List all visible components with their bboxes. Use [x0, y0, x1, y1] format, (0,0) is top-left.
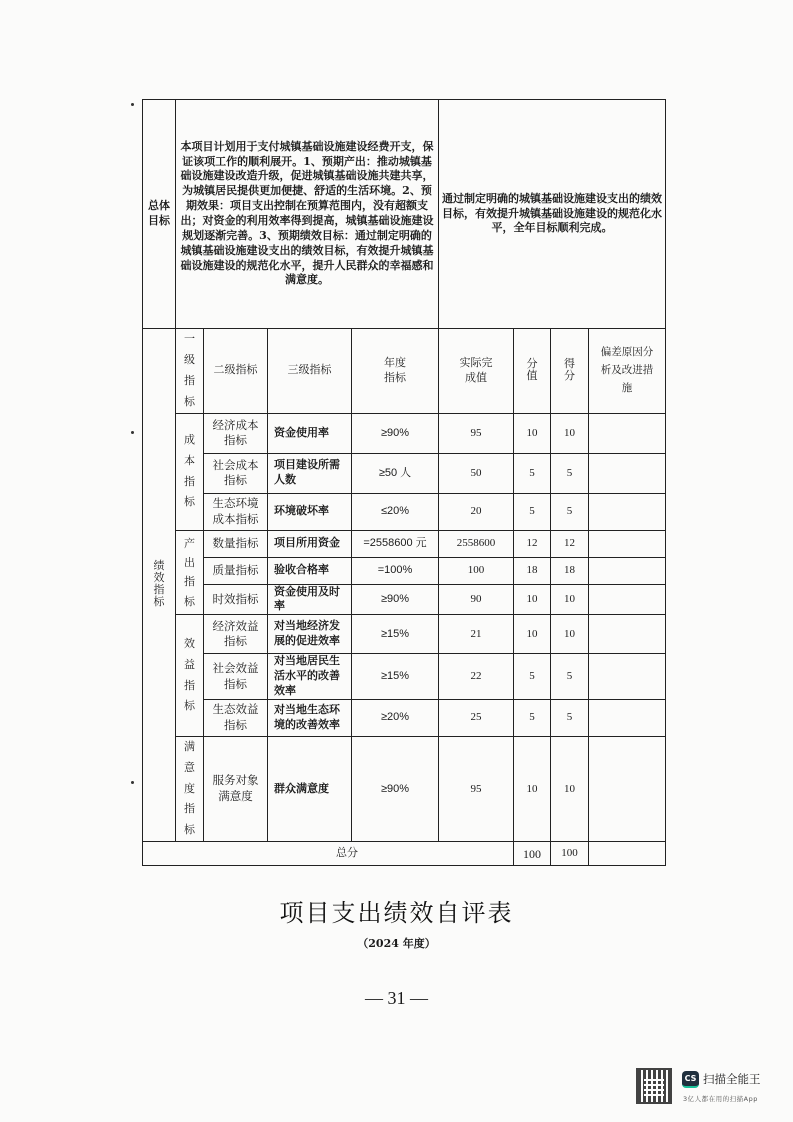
level2-indicator	[204, 557, 268, 584]
header-score	[551, 329, 589, 414]
level2-indicator	[204, 736, 268, 841]
annual-target: ≥90%	[352, 584, 439, 615]
annual-target: ≥20%	[352, 699, 439, 736]
header-deviation	[589, 329, 666, 414]
level3-indicator	[268, 493, 352, 530]
indicator-row	[143, 736, 666, 841]
weight-value: 5	[514, 699, 551, 736]
indicator-row	[143, 699, 666, 736]
indicator-row	[143, 493, 666, 530]
header-actual	[439, 329, 514, 414]
level3-indicator	[268, 699, 352, 736]
actual-value: 2558600	[439, 530, 514, 557]
deviation-analysis	[589, 615, 666, 654]
annual-target: ≥50 人	[352, 453, 439, 493]
weight-value: 5	[514, 654, 551, 700]
level2-indicator-text: 生态效益指标	[212, 702, 259, 732]
annual-target: =100%	[352, 557, 439, 584]
deviation-analysis	[589, 413, 666, 453]
level2-indicator	[204, 413, 268, 453]
level2-indicator-text: 数量指标	[212, 535, 259, 550]
deviation-analysis	[589, 736, 666, 841]
weight-value: 12	[514, 530, 551, 557]
score-value: 12	[551, 530, 589, 557]
level3-indicator-text: 项目建设所需人数	[274, 458, 340, 487]
deviation-analysis	[589, 654, 666, 700]
indicator-row	[143, 453, 666, 493]
indicator-row	[143, 413, 666, 453]
qr-code-icon	[636, 1068, 672, 1104]
level3-indicator	[268, 557, 352, 584]
indicator-row	[143, 557, 666, 584]
level2-indicator-text: 时效指标	[212, 591, 259, 606]
deviation-analysis	[589, 584, 666, 615]
level2-indicator	[204, 453, 268, 493]
header-actual-text: 实际完成值	[459, 355, 493, 384]
level2-indicator-text: 社会成本指标	[212, 457, 259, 488]
margin-mark	[131, 431, 134, 434]
score-value: 10	[551, 413, 589, 453]
actual-value: 25	[439, 699, 514, 736]
goal-planned-text: 本项目计划用于支付城镇基础设施建设经费开支，保证该项工作的顺利展开。1、预期产出：推动城镇基础设施建设改造升级，促进城镇基础设施共建共享，为城镇居民提供更加便捷、舒适的生活环境。2、预期效果：项目支出控制在预算范围内，没有超额支出；对资金的利用效率得到提高，城镇基础设施建设规划逐渐完善。3、预期绩效目标：通过制定明确的城镇基础设施建设支出的绩效目标，有效提升城镇基础设施建设的规范化水平，提升人民群众的幸福感和满意度。	[176, 100, 439, 329]
indicator-row	[143, 584, 666, 615]
indicator-row	[143, 654, 666, 700]
performance-label-text: 绩效指标	[153, 559, 165, 609]
weight-value: 10	[514, 736, 551, 841]
score-value: 5	[551, 453, 589, 493]
total-score: 100	[551, 842, 589, 866]
actual-value: 21	[439, 615, 514, 654]
actual-value: 100	[439, 557, 514, 584]
indicator-row	[143, 530, 666, 557]
header-score-text: 得分	[564, 356, 576, 382]
scanner-watermark	[632, 1068, 787, 1110]
header-level1-text: 一级指标	[184, 332, 195, 408]
level2-indicator-text: 服务对象满意度	[212, 773, 259, 803]
annual-target: ≥90%	[352, 413, 439, 453]
header-annual-text: 年度指标	[384, 355, 406, 384]
header-deviation-text: 偏差原因分析及改进措施	[600, 346, 654, 394]
weight-value: 18	[514, 557, 551, 584]
level2-indicator	[204, 654, 268, 700]
level3-indicator	[268, 584, 352, 615]
level2-indicator-text: 经济成本指标	[212, 417, 259, 448]
weight-value: 10	[514, 413, 551, 453]
level3-indicator-text: 项目所用资金	[274, 536, 340, 550]
level3-indicator-text: 资金使用率	[274, 425, 329, 439]
goal-achieved-text: 通过制定明确的城镇基础设施建设支出的绩效目标，有效提升城镇基础设施建设的规范化水平，全年目标顺利完成。	[439, 100, 666, 329]
level1-indicator-text: 满意度指标	[184, 739, 195, 837]
level2-indicator	[204, 584, 268, 615]
level3-indicator	[268, 654, 352, 700]
annual-target: ≥15%	[352, 654, 439, 700]
camscanner-logo-icon: CS	[682, 1071, 699, 1088]
total-weight: 100	[514, 842, 551, 866]
actual-value: 20	[439, 493, 514, 530]
document-year: （2024 年度）	[357, 937, 436, 950]
weight-value: 10	[514, 584, 551, 615]
header-weight	[514, 329, 551, 414]
level2-indicator	[204, 699, 268, 736]
margin-mark	[131, 781, 134, 784]
actual-value: 95	[439, 736, 514, 841]
level2-indicator-text: 生态环境成本指标	[212, 496, 259, 526]
annual-target: ≤20%	[352, 493, 439, 530]
indicator-row	[143, 615, 666, 654]
total-deviation	[589, 842, 666, 866]
level1-indicator-text: 效益指标	[184, 636, 195, 713]
score-value: 5	[551, 493, 589, 530]
total-row	[143, 842, 666, 866]
weight-value: 10	[514, 615, 551, 654]
annual-target: =2558600 元	[352, 530, 439, 557]
level3-indicator	[268, 736, 352, 841]
level3-indicator-text: 群众满意度	[274, 781, 329, 795]
margin-mark	[131, 103, 134, 106]
score-value: 5	[551, 654, 589, 700]
weight-value: 5	[514, 453, 551, 493]
level3-indicator-text: 对当地生态环境的改善效率	[274, 702, 340, 731]
level3-indicator-text: 环境破坏率	[274, 504, 329, 518]
level3-indicator-text: 资金使用及时率	[274, 584, 340, 613]
score-value: 5	[551, 699, 589, 736]
level2-indicator-text: 社会效益指标	[212, 661, 259, 691]
deviation-analysis	[589, 699, 666, 736]
page-number: — 31 —	[365, 988, 428, 1008]
annual-target: ≥90%	[352, 736, 439, 841]
score-value: 10	[551, 736, 589, 841]
deviation-analysis	[589, 530, 666, 557]
level3-indicator-text: 验收合格率	[274, 563, 329, 577]
goal-row	[143, 100, 666, 329]
level1-indicator	[176, 530, 204, 615]
annual-target: ≥15%	[352, 615, 439, 654]
level1-indicator	[176, 413, 204, 530]
performance-table	[142, 99, 666, 866]
level2-indicator-text: 质量指标	[212, 562, 259, 577]
watermark-slogan: 3亿人都在用的扫描App	[683, 1095, 758, 1103]
header-level2: 二级指标	[204, 329, 268, 414]
level2-indicator	[204, 493, 268, 530]
level1-indicator-text: 成本指标	[184, 432, 195, 509]
score-value: 18	[551, 557, 589, 584]
level3-indicator	[268, 530, 352, 557]
actual-value: 22	[439, 654, 514, 700]
actual-value: 50	[439, 453, 514, 493]
deviation-analysis	[589, 493, 666, 530]
header-weight-text: 分值	[526, 356, 538, 382]
watermark-brand: 扫描全能王	[703, 1072, 761, 1086]
level1-indicator-text: 产出指标	[184, 536, 195, 608]
level3-indicator	[268, 413, 352, 453]
level2-indicator	[204, 530, 268, 557]
actual-value: 90	[439, 584, 514, 615]
level3-indicator-text: 对当地经济发展的促进效率	[274, 619, 340, 648]
score-value: 10	[551, 615, 589, 654]
header-annual	[352, 329, 439, 414]
actual-value: 95	[439, 413, 514, 453]
header-row	[143, 329, 666, 414]
header-level1	[176, 329, 204, 414]
document-title: 项目支出绩效自评表	[279, 899, 514, 927]
performance-label	[143, 329, 176, 842]
deviation-analysis	[589, 453, 666, 493]
header-level3: 三级指标	[268, 329, 352, 414]
goal-label: 总体目标	[143, 100, 176, 329]
level1-indicator	[176, 615, 204, 737]
total-label: 总分	[143, 842, 514, 866]
level2-indicator-text: 经济效益指标	[212, 618, 259, 649]
level1-indicator	[176, 736, 204, 841]
deviation-analysis	[589, 557, 666, 584]
weight-value: 5	[514, 493, 551, 530]
level3-indicator-text: 对当地居民生活水平的改善效率	[274, 654, 340, 697]
level2-indicator	[204, 615, 268, 654]
level3-indicator	[268, 453, 352, 493]
level3-indicator	[268, 615, 352, 654]
score-value: 10	[551, 584, 589, 615]
